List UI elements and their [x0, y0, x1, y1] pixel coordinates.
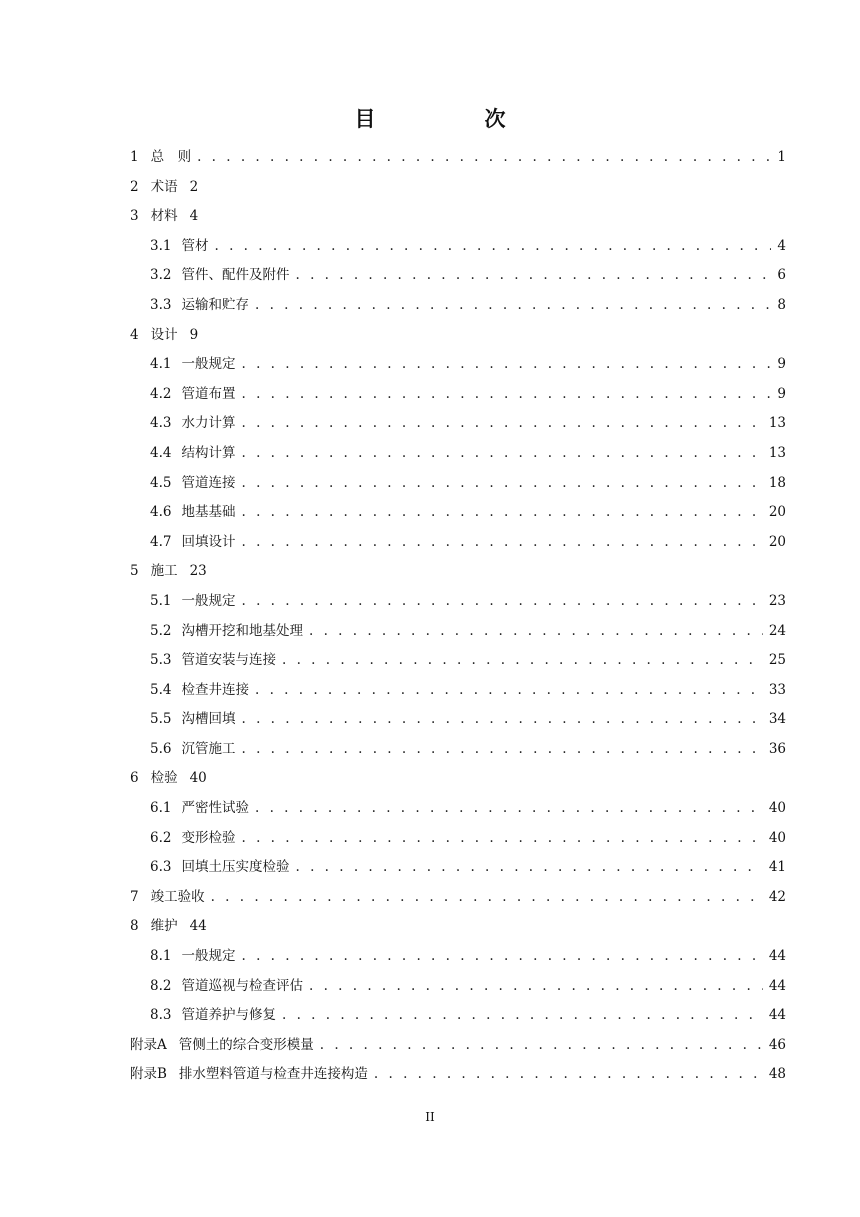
- toc-entry-number: 4.3: [150, 415, 172, 432]
- toc-dot-leader: [241, 942, 762, 972]
- toc-dot-leader: [211, 883, 763, 913]
- toc-dot-leader: [241, 380, 771, 410]
- toc-dot-leader: [255, 291, 771, 321]
- toc-entry-number: 7: [130, 888, 139, 905]
- toc-entry[interactable]: [130, 261, 786, 291]
- toc-entry-number: 附录A: [130, 1036, 167, 1053]
- toc-entry-label: 管侧土的综合变形模量: [178, 1036, 314, 1053]
- toc-entry-label: 沉管施工: [181, 740, 236, 757]
- toc-dot-leader: [214, 232, 771, 262]
- toc-entry[interactable]: [130, 676, 786, 706]
- toc-entry[interactable]: [130, 380, 786, 410]
- toc-entry[interactable]: [130, 1001, 786, 1031]
- toc-entry[interactable]: [130, 291, 786, 321]
- toc-dot-leader: [241, 498, 762, 528]
- toc-entry[interactable]: [130, 1031, 786, 1061]
- toc-dot-leader: [197, 143, 771, 173]
- toc-entry-number: 5: [130, 563, 139, 580]
- toc-entry-label: 施工: [150, 563, 178, 580]
- toc-entry-label: 变形检验: [181, 829, 236, 846]
- toc-entry-label: 检查井连接: [181, 681, 249, 698]
- toc-dot-leader: [295, 853, 762, 883]
- toc-entry-label: 管材: [181, 237, 209, 254]
- toc-entry-label: 管道连接: [181, 474, 236, 491]
- toc-entry-page: 42: [768, 888, 786, 905]
- toc-entry[interactable]: [130, 1060, 786, 1090]
- toc-entry-label: 术语: [150, 178, 178, 195]
- toc-dot-leader: [309, 972, 763, 1002]
- toc-entry-page: 20: [768, 504, 786, 521]
- toc-dot-leader: [241, 350, 771, 380]
- toc-entry-label: 一般规定: [181, 356, 236, 373]
- toc-entry-number: 5.1: [150, 592, 172, 609]
- toc-entry-number: 3.1: [150, 237, 172, 254]
- toc-entry-label: 结构计算: [181, 444, 236, 461]
- toc-entry-page: 6: [777, 267, 786, 284]
- toc-entry-page: 36: [768, 740, 786, 757]
- toc-entry-page: 40: [768, 829, 786, 846]
- toc-entry[interactable]: [130, 735, 786, 765]
- toc-entry-number: 2: [130, 178, 139, 195]
- toc-entry-label: 运输和贮存: [181, 296, 249, 313]
- toc-entry[interactable]: [130, 350, 786, 380]
- toc-entry-page: 13: [768, 415, 786, 432]
- toc-dot-leader: [374, 1060, 763, 1090]
- toc-entry-number: 3.2: [150, 267, 172, 284]
- toc-entry-number: 1: [130, 149, 139, 165]
- toc-entry-page: 8: [777, 296, 786, 313]
- toc-dot-leader: [241, 439, 762, 469]
- toc-entry-page: 18: [768, 474, 786, 491]
- toc-entry-label: 严密性试验: [181, 800, 249, 817]
- toc-entry[interactable]: [130, 794, 786, 824]
- toc-entry[interactable]: [130, 528, 786, 558]
- toc-entry-label: 材料: [150, 208, 178, 225]
- toc-entry-label: 管道巡视与检查评估: [181, 977, 303, 994]
- toc-entry-page: 24: [768, 622, 786, 639]
- toc-entry[interactable]: [130, 617, 786, 647]
- toc-entry-page: 44: [189, 918, 207, 935]
- toc-entry-label: 检验: [150, 770, 178, 787]
- toc-entry[interactable]: [130, 646, 786, 676]
- toc-entry-number: 6.2: [150, 829, 172, 846]
- toc-entry-page: 4: [189, 208, 199, 225]
- toc-entry-page: 41: [768, 859, 786, 876]
- toc-entry-label: 沟槽回填: [181, 711, 236, 728]
- toc-dot-leader: [241, 409, 762, 439]
- toc-dot-leader: [295, 261, 771, 291]
- toc-entry-number: 4.2: [150, 385, 172, 402]
- toc-entry[interactable]: [130, 853, 786, 883]
- toc-dot-leader: [320, 1031, 763, 1061]
- toc-entry-label: 沟槽开挖和地基处理: [181, 622, 303, 639]
- toc-entry-number: 5.2: [150, 622, 172, 639]
- toc-entry-number: 4.1: [150, 356, 172, 373]
- toc-dot-leader: [241, 705, 762, 735]
- toc-entry[interactable]: [130, 321, 786, 351]
- toc-entry-page: 44: [768, 1007, 786, 1024]
- toc-entry-label: 一般规定: [181, 948, 236, 965]
- toc-entry-page: 4: [777, 237, 786, 254]
- toc-entry-page: 9: [777, 356, 786, 373]
- toc-entry-label: 设计: [150, 326, 178, 343]
- toc-dot-leader: [241, 735, 762, 765]
- toc-entry-page: 9: [189, 326, 199, 343]
- page-number: II: [425, 1110, 435, 1124]
- toc-dot-leader: [255, 794, 763, 824]
- toc-entry-label: 水力计算: [181, 415, 236, 432]
- toc-entry-number: 5.6: [150, 740, 172, 757]
- toc-entry-label: 维护: [150, 918, 178, 935]
- toc-entry-label: 管道布置: [181, 385, 236, 402]
- toc-entry-label: 管道安装与连接: [181, 652, 276, 669]
- toc-entry-number: 6.3: [150, 859, 172, 876]
- toc-dot-leader: [241, 587, 762, 617]
- toc-entry-number: 6: [130, 770, 139, 787]
- toc-entry-number: 6.1: [150, 800, 172, 817]
- toc-entry-number: 4.5: [150, 474, 172, 491]
- toc-entry-page: 2: [189, 178, 199, 195]
- toc-entry[interactable]: [130, 498, 786, 528]
- toc-entry-page: 23: [189, 563, 207, 580]
- toc-entry-page: 40: [768, 800, 786, 817]
- toc-dot-leader: [241, 824, 762, 854]
- toc-entry-number: 4.4: [150, 444, 172, 461]
- toc-entry[interactable]: [130, 469, 786, 499]
- toc-entry-number: 附录B: [130, 1066, 167, 1083]
- toc-entry-number: 8: [130, 918, 139, 935]
- toc-entry[interactable]: [130, 173, 786, 203]
- toc-entry-label: 管件、配件及附件: [181, 267, 290, 284]
- toc-dot-leader: [241, 469, 762, 499]
- toc-entry-page: 23: [768, 592, 786, 609]
- toc-entry[interactable]: [130, 232, 786, 262]
- toc-entry-page: 46: [768, 1036, 786, 1053]
- toc-entry[interactable]: [130, 409, 786, 439]
- toc-entry-number: 4: [130, 326, 139, 343]
- toc-entry[interactable]: [130, 705, 786, 735]
- toc-entry-label: 总 则: [150, 149, 192, 165]
- toc-entry-page: 44: [768, 977, 786, 994]
- toc-dot-leader: [282, 646, 763, 676]
- toc-entry-page: 25: [768, 652, 786, 669]
- toc-entry-number: 3.3: [150, 296, 172, 313]
- toc-entry-label: 一般规定: [181, 592, 236, 609]
- toc-entry-number: 4.6: [150, 504, 172, 521]
- toc-dot-leader: [255, 676, 763, 706]
- toc-entry[interactable]: [130, 824, 786, 854]
- toc-entry-number: 3: [130, 208, 139, 225]
- toc-entry-label: 竣工验收: [150, 888, 205, 905]
- toc-entry[interactable]: [130, 557, 786, 587]
- toc-entry-page: 40: [189, 770, 207, 787]
- toc-entry-label: 回填设计: [181, 533, 236, 550]
- toc-entry[interactable]: [130, 883, 786, 913]
- toc-entry-number: 8.3: [150, 1007, 172, 1024]
- toc-dot-leader: [282, 1001, 763, 1031]
- toc-entry-number: 5.3: [150, 652, 172, 669]
- page-title: 目 次: [354, 106, 550, 131]
- toc-entry-page: 1: [777, 149, 786, 165]
- toc-entry-number: 8.1: [150, 948, 172, 965]
- toc-entry[interactable]: [130, 202, 786, 232]
- toc-entry[interactable]: [130, 764, 786, 794]
- toc-entry-number: 4.7: [150, 533, 172, 550]
- toc-entry-page: 44: [768, 948, 786, 965]
- toc-entry-page: 34: [768, 711, 786, 728]
- toc-entry-page: 9: [777, 385, 786, 402]
- toc-dot-leader: [309, 617, 763, 647]
- toc-entry-number: 8.2: [150, 977, 172, 994]
- toc-entry-page: 20: [768, 533, 786, 550]
- toc-entry[interactable]: [130, 972, 786, 1002]
- toc-entry[interactable]: [130, 143, 786, 173]
- toc-entry-page: 33: [768, 681, 786, 698]
- toc-entry-page: 48: [768, 1066, 786, 1083]
- toc-dot-leader: [241, 528, 762, 558]
- toc-entry[interactable]: [130, 912, 786, 942]
- toc-entry-label: 地基基础: [181, 504, 236, 521]
- toc-entry-page: 13: [768, 444, 786, 461]
- toc-entry[interactable]: [130, 439, 786, 469]
- toc-entry-label: 管道养护与修复: [181, 1007, 276, 1024]
- table-of-contents: [130, 143, 786, 1090]
- toc-entry[interactable]: [130, 942, 786, 972]
- toc-entry-number: 5.5: [150, 711, 172, 728]
- toc-entry-number: 5.4: [150, 681, 172, 698]
- toc-entry-label: 回填土压实度检验: [181, 859, 290, 876]
- toc-entry-label: 排水塑料管道与检查井连接构造: [178, 1066, 368, 1083]
- toc-entry[interactable]: [130, 587, 786, 617]
